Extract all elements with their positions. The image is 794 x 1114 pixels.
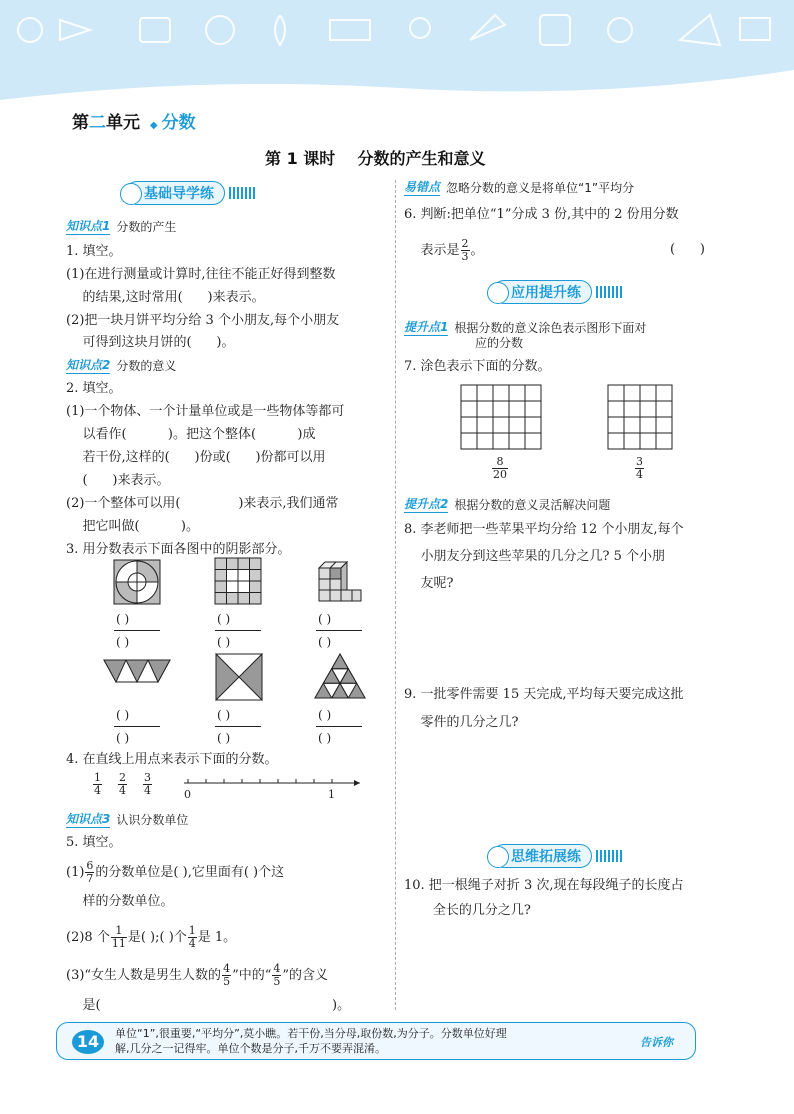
footer-tip-box — [56, 1022, 696, 1060]
q3-answer-10[interactable]: ( ) — [116, 731, 130, 745]
section-basic: 基础导学练 — [125, 180, 257, 206]
column-divider — [395, 180, 396, 1010]
q3-frac-bar-4 — [114, 726, 160, 727]
q5-a-line1: (1) $\frac{6}{7}$ 的分数单位是( ),它里面有( )个这 — [66, 859, 285, 885]
page-number: 14 — [72, 1030, 104, 1054]
q2-b-line2: 把它叫做( )。 — [66, 519, 199, 534]
error-point: 易错点 忽略分数的意义是将单位“1”平均分 — [404, 180, 635, 195]
q6-line2: 表示是 $\frac{2}{3}$ 。 — [404, 237, 484, 263]
q6-judge-blank[interactable]: ( ) — [670, 242, 705, 257]
q5-a-line2: 样的分数单位。 — [66, 894, 174, 909]
q8-line2: 小朋友分到这些苹果的几分之几? 5 个小朋 — [404, 549, 666, 564]
q3-answer-8[interactable]: ( ) — [217, 708, 231, 722]
q4-fractions — [92, 772, 153, 797]
cubes-figure — [315, 556, 365, 606]
q3-answer-7[interactable]: ( ) — [116, 708, 130, 722]
q5-title: 5. 填空。 — [66, 835, 122, 850]
q2-title: 2. 填空。 — [66, 381, 122, 396]
footer-tip-line2: 解,几分之一记得牢。单位个数是分子,千万不要弄混淆。 — [115, 1042, 386, 1055]
q1-b-line2: 可得到这块月饼的( )。 — [66, 335, 235, 350]
triangle-grid-figure — [313, 652, 367, 700]
target-circle-figure — [110, 558, 166, 606]
knowledge-point-2: 知识点2 分数的意义 — [66, 358, 177, 373]
number-line[interactable] — [170, 776, 365, 790]
q3-answer-2[interactable]: ( ) — [217, 612, 231, 626]
q7-frac-2: $\frac{3}{4}$ — [636, 455, 643, 481]
q8-line1: 8. 李老师把一些苹果平均分给 12 个小朋友,每个 — [404, 522, 684, 537]
q6-line1: 6. 判断:把单位“1”分成 3 份,其中的 2 份用分数 — [404, 207, 679, 222]
q7-title: 7. 涂色表示下面的分数。 — [404, 359, 551, 374]
lesson-title: 第 1 课时 分数的产生和意义 — [265, 149, 486, 168]
q10-line1: 10. 把一根绳子对折 3 次,现在每段绳子的长度占 — [404, 878, 684, 893]
grid-4x4-figure[interactable] — [606, 383, 676, 453]
q9-line2: 零件的几分之几? — [404, 715, 519, 730]
q3-answer-6[interactable]: ( ) — [318, 635, 332, 649]
q7-frac-1: $\frac{8}{20}$ — [493, 455, 507, 481]
number-line-zero: 0 — [184, 788, 191, 801]
number-line-one: 1 — [328, 788, 335, 801]
q3-answer-4[interactable]: ( ) — [116, 635, 130, 649]
q3-answer-12[interactable]: ( ) — [318, 731, 332, 745]
grid-square-figure — [213, 556, 265, 606]
q3-answer-3[interactable]: ( ) — [318, 612, 332, 626]
q3-answer-9[interactable]: ( ) — [318, 708, 332, 722]
q3-frac-bar-3 — [316, 630, 362, 631]
q2-a-line2: 以看作( )。把这个整体( )成 — [66, 427, 316, 442]
q5-c-line1: (3)“女生人数是男生人数的 $\frac{4}{5}$ ”中的“ $\frac{4}{5}$ ”的含义 — [66, 962, 329, 988]
footer-tip-line1: 单位“1”,很重要,“平均分”,莫小瞧。若干份,当分母,取份数,为分子。分数单位好理 — [115, 1027, 507, 1040]
improve-point-2: 提升点2 根据分数的意义灵活解决问题 — [404, 497, 611, 512]
knowledge-point-1: 知识点1 分数的产生 — [66, 219, 177, 234]
q3-title: 3. 用分数表示下面各图中的阴影部分。 — [66, 542, 291, 557]
q1-b-line1: (2)把一块月饼平均分给 3 个小朋友,每个小朋友 — [66, 313, 340, 328]
q2-a-line1: (1)一个物体、一个计量单位或是一些物体等都可 — [66, 404, 345, 419]
q3-frac-bar-2 — [215, 630, 261, 631]
q1-title: 1. 填空。 — [66, 244, 122, 259]
improve-point-1-cont: 应的分数 — [475, 336, 524, 350]
q5-c-line2: 是( )。 — [66, 998, 351, 1013]
knowledge-point-3: 知识点3 认识分数单位 — [66, 812, 189, 827]
grid-5x4-figure[interactable] — [459, 383, 545, 453]
q1-a-line1: (1)在进行测量或计算时,往往不能正好得到整数 — [66, 267, 336, 282]
q10-line2: 全长的几分之几? — [404, 903, 531, 918]
tell-you-badge: 告诉你 — [640, 1036, 673, 1049]
q5-b-line: (2)8 个 $\frac{1}{11}$ 是( );( )个 $\frac{1}{4}$ 是 1。 — [66, 924, 237, 950]
q9-line1: 9. 一批零件需要 15 天完成,平均每天要完成这批 — [404, 687, 684, 702]
q3-frac-bar-5 — [215, 726, 261, 727]
q4-frac-3: $\frac{3}{4}$ — [144, 771, 151, 797]
q3-answer-1[interactable]: ( ) — [116, 612, 130, 626]
q2-a-line3: 若干份,这样的( )份或( )份都可以用 — [66, 450, 326, 465]
unit-title: 第二单元 ◆ 分数 — [72, 113, 196, 133]
section-think: 思维拓展练 — [492, 843, 624, 869]
crossed-square-figure — [214, 652, 266, 702]
q8-line3: 友呢? — [404, 576, 454, 591]
q2-a-line4: ( )来表示。 — [66, 473, 170, 488]
q4-frac-1: $\frac{1}{4}$ — [94, 771, 101, 797]
q3-frac-bar-6 — [316, 726, 362, 727]
q2-b-line1: (2)一个整体可以用( )来表示,我们通常 — [66, 496, 339, 511]
header-banner — [0, 0, 794, 100]
section-apply: 应用提升练 — [492, 279, 624, 305]
q4-title: 4. 在直线上用点来表示下面的分数。 — [66, 752, 278, 767]
q4-frac-2: $\frac{2}{4}$ — [119, 771, 126, 797]
improve-point-1: 提升点1 根据分数的意义涂色表示图形下面对 — [404, 320, 647, 335]
triangle-strip-figure — [102, 658, 172, 684]
q3-frac-bar-1 — [114, 630, 160, 631]
q1-a-line2: 的结果,这时常用( )来表示。 — [66, 290, 265, 305]
q3-answer-5[interactable]: ( ) — [217, 635, 231, 649]
q3-answer-11[interactable]: ( ) — [217, 731, 231, 745]
